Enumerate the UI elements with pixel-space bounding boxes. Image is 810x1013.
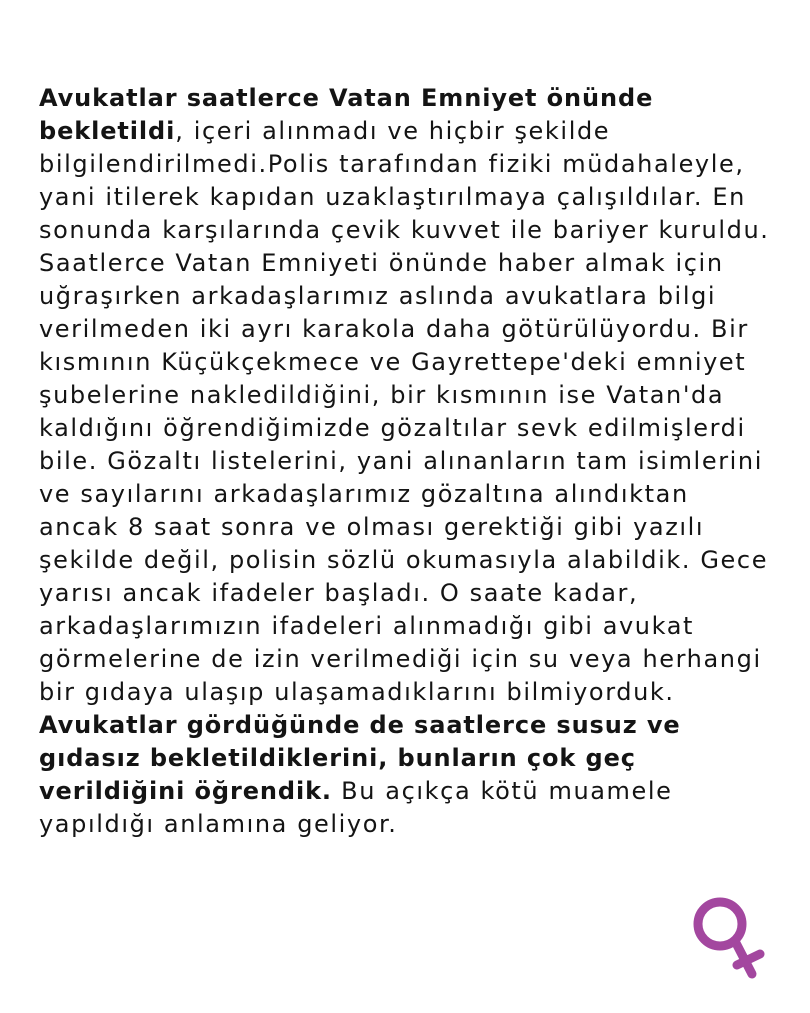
emphasis-text-kept-without-water: Avukatlar gördüğünde de saatlerce susuz ve gıdasız bekletildiklerini, bunların çok geç verildiğini öğrendik.	[39, 711, 681, 805]
emphasis-text-lawyers-waited: Avukatlar saatlerce Vatan Emniyet önünde bekletildi	[39, 84, 654, 145]
body-text-detention-account: , içeri alınmadı ve hiçbir şekilde bilgilendirilmedi.Polis tarafından fiziki müdahaleyle, yani itilerek kapıdan uzaklaştırılmaya çalışıldılar. En sonunda karşılarında çevik kuvvet ile bariyer kuruldu. Saatlerce Vatan Emniyeti önünde haber almak için uğraşırken arkadaşlarımız aslında avukatlara bilgi verilmeden iki ayrı karakola daha götürülüyordu. Bir kısmının Küçükçekmece ve Gayrettepe'deki emniyet şubelerine nakledildiğini, bir kısmının ise Vatan'da kaldığını öğrendiğimizde gözaltılar sevk edilmişlerdi bile. Gözaltı listelerini, yani alınanların tam isimlerini ve sayılarını arkadaşlarımız gözaltına alındıktan ancak 8 saat sonra ve olması gerektiği gibi yazılı şekilde değil, polisin sözlü okumasıyla alabildik. Gece yarısı ancak ifadeler başladı. O saate kadar, arkadaşlarımızın ifadeleri alınmadığı gibi avukat görmelerine de izin verilmediği için su veya herhangi bir gıdaya ulaşıp ulaşamadıklarını bilmiyorduk.	[39, 117, 770, 706]
article-paragraph	[39, 82, 774, 841]
venus-symbol-icon	[692, 890, 772, 990]
body-text-ill-treatment-conclusion: Bu açıkça kötü muamele yapıldığı anlamına geliyor.	[39, 777, 673, 838]
